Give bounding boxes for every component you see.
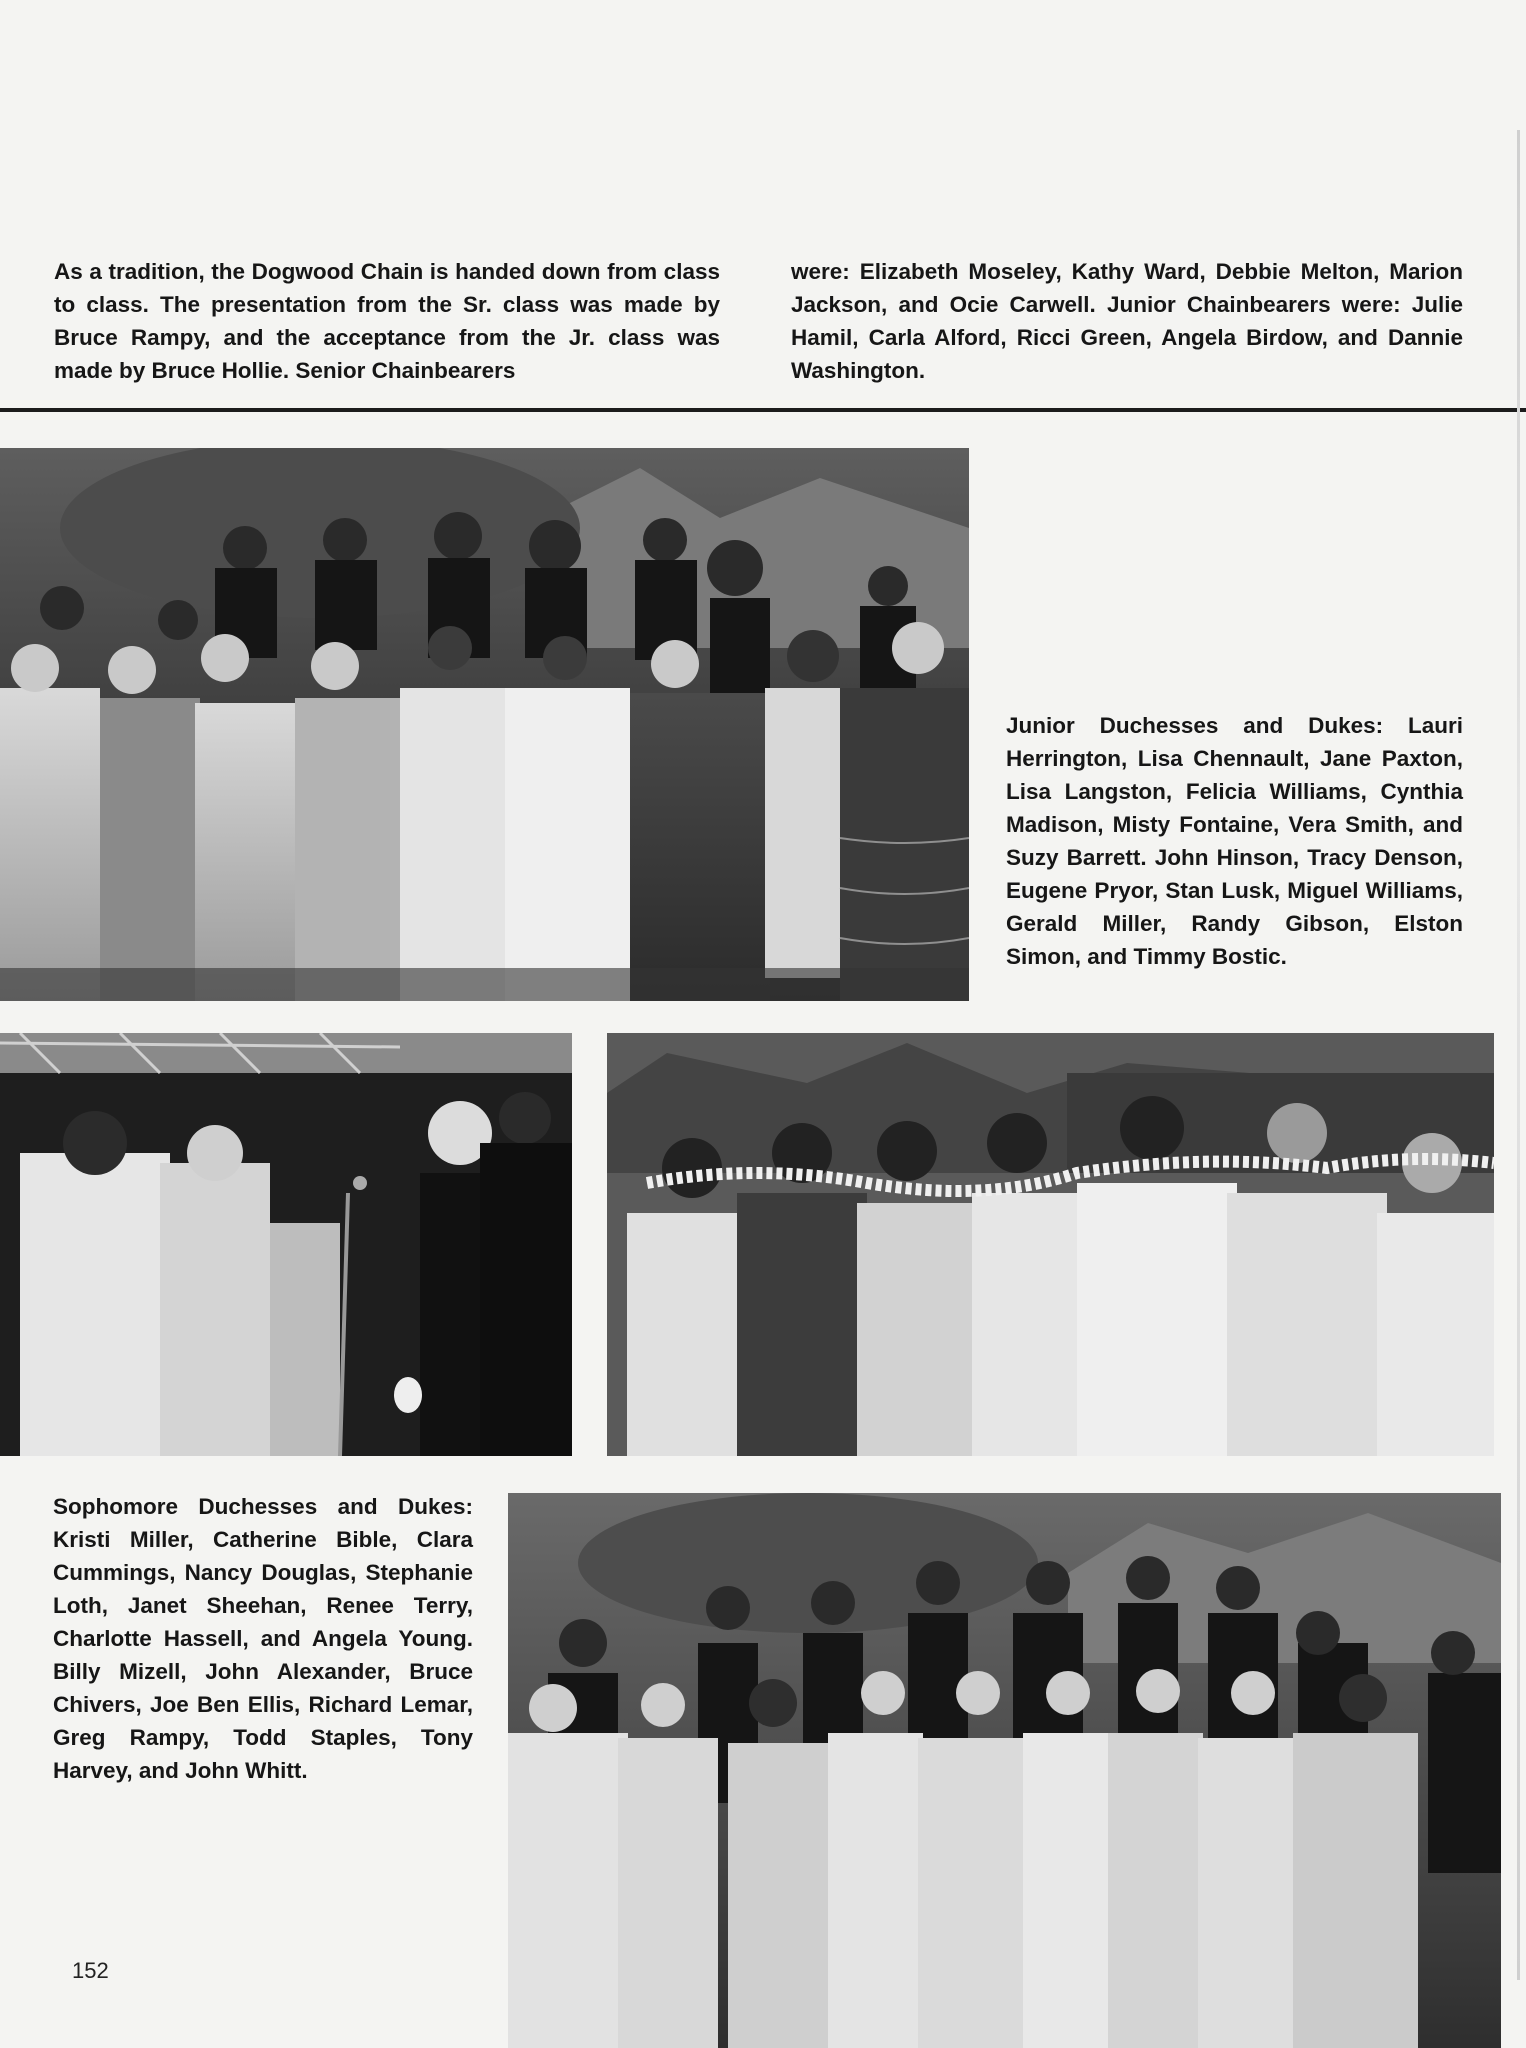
- junior-group-photo: [0, 448, 969, 1001]
- dogwood-chain-photo: [607, 1033, 1494, 1456]
- horizontal-rule: [0, 408, 1526, 412]
- sophomore-group-photo-image: [508, 1493, 1501, 2048]
- caption-sophomore-duchesses-dukes: Sophomore Duchesses and Dukes: Kristi Miller, Catherine Bible, Clara Cummings, Nancy Douglas, Stephanie Loth, Janet Sheehan, Renee Terry, Charlotte Hassell, and Angela Young. Billy Mizell, John Alexander, Bruce Chivers, Joe Ben Ellis, Richard Lemar, Greg Rampy, Todd Staples, Tony Harvey, and John Whitt.: [53, 1494, 473, 1783]
- presentation-microphone-photo-image: [0, 1033, 572, 1456]
- sophomore-group-photo: [508, 1493, 1501, 2048]
- page-edge-shadow: [1517, 130, 1520, 1980]
- intro-paragraph-left: As a tradition, the Dogwood Chain is handed down from class to class. The presentation from the Sr. class was made by Bruce Rampy, and the acceptance from the Jr. class was made by Bruce Hollie. Senior Chainbearers: [54, 259, 720, 383]
- presentation-microphone-photo: [0, 1033, 572, 1456]
- page-number: 152: [72, 1958, 109, 1983]
- caption-junior-duchesses-dukes: Junior Duchesses and Dukes: Lauri Herrington, Lisa Chennault, Jane Paxton, Lisa Langston, Felicia Williams, Cynthia Madison, Misty Fontaine, Vera Smith, and Suzy Barrett. John Hinson, Tracy Denson, Eugene Pryor, Stan Lusk, Miguel Williams, Gerald Miller, Randy Gibson, Elston Simon, and Timmy Bostic.: [1006, 713, 1463, 969]
- junior-group-photo-image: [0, 448, 969, 1001]
- intro-paragraph-right: were: Elizabeth Moseley, Kathy Ward, Debbie Melton, Marion Jackson, and Ocie Carwell. Junior Chainbearers were: Julie Hamil, Carla Alford, Ricci Green, Angela Birdow, and Dannie Washington.: [791, 259, 1463, 383]
- dogwood-chain-photo-image: [607, 1033, 1494, 1456]
